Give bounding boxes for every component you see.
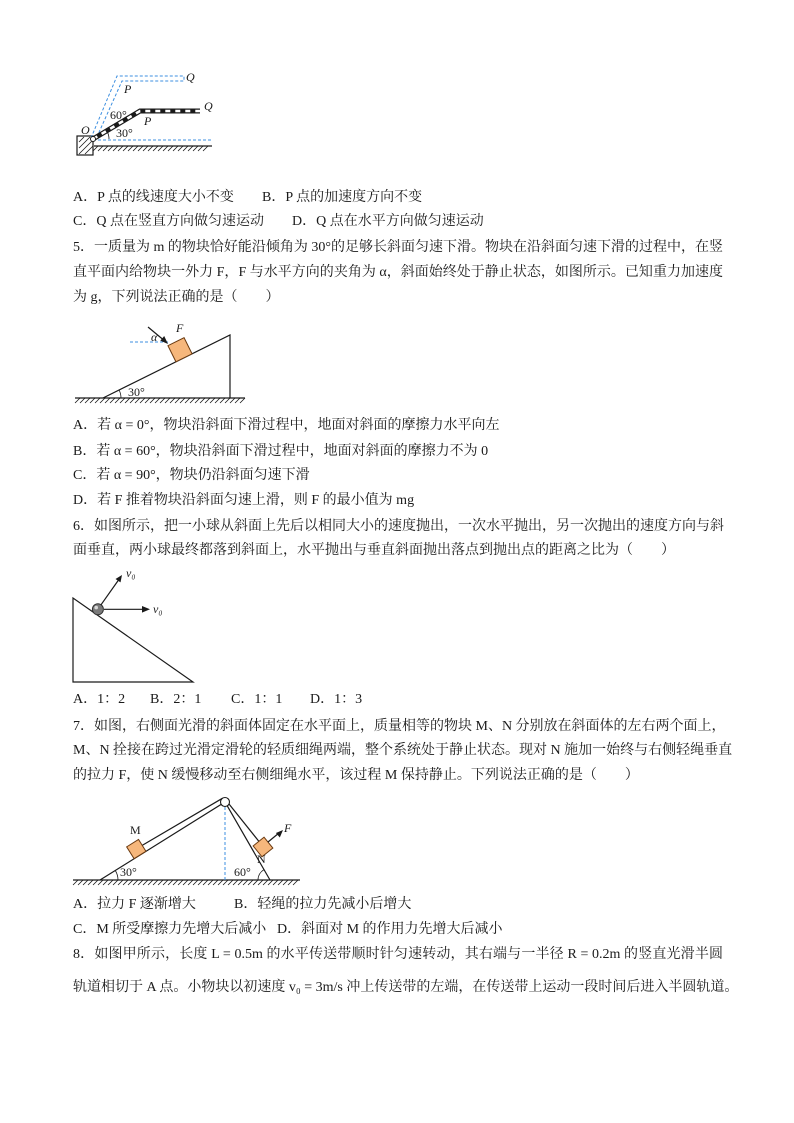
incline-triangle: [73, 598, 193, 682]
label-f: F: [176, 321, 184, 335]
label-v0-perpendicular: v₀: [126, 566, 136, 580]
q5-stem-line-3: 为 g，下列说法正确的是（ ）: [73, 290, 280, 305]
figure-pulley-incline: [70, 792, 302, 888]
figure-rotating-barrier: [72, 66, 222, 156]
q6-stem-line-1: 6．如图所示，把一小球从斜面上先后以相同大小的速度抛出，一次水平抛出，另一次抛出的速度方向与斜: [73, 519, 724, 534]
label-p: P: [144, 114, 152, 128]
ball: [92, 604, 103, 615]
rope-left: [142, 798, 222, 845]
q6-stem-line-2: 面垂直，两小球最终都落到斜面上，水平抛出与垂直斜面抛出落点到抛出点的距离之比为（ ）: [73, 543, 675, 558]
q5-option-d: D．若 F 推着物块沿斜面匀速上滑，则 F 的最小值为 mg: [73, 493, 415, 508]
q7-option-b: B．轻绳的拉力先减小后增大: [234, 897, 412, 912]
q7-stem-line-2: M、N 拴接在跨过光滑定滑轮的轻质细绳两端，整个系统处于静止状态。现对 N 施加一始终与右侧轻绳垂直: [73, 743, 733, 758]
label-alpha: α: [151, 330, 158, 344]
velocity-horizontal-arrowhead: [142, 606, 150, 613]
ground-hatch: [75, 398, 245, 403]
q7-options-row-1: [0, 895, 794, 915]
q7-option-d: D．斜面对 M 的作用力先增大后减小: [277, 922, 503, 937]
q4-options-row-1: [0, 188, 794, 208]
force-f-arrowhead: [276, 830, 283, 838]
label-angle-60: 60°: [234, 865, 251, 879]
q4-option-d: D．Q 点在水平方向做匀速运动: [292, 214, 484, 229]
q4-option-b: B．P 点的加速度方向不变: [262, 190, 423, 205]
label-n: N: [257, 852, 266, 866]
label-f: F: [284, 821, 292, 835]
label-m: M: [130, 823, 141, 837]
q6-option-d: D．1：3: [310, 692, 363, 707]
label-angle-30: 30°: [128, 385, 145, 399]
q6-option-c: C．1：1: [231, 692, 283, 707]
q7-stem-line-1: 7．如图，右侧面光滑的斜面体固定在水平面上，质量相等的物块 M、N 分别放在斜面体的左右两个面上，: [73, 719, 726, 734]
velocity-perpendicular-arrowhead: [116, 575, 123, 582]
q5-stem-line-2: 直平面内给物块一外力 F，F 与水平方向的夹角为 α，斜面始终处于静止状态，如图所示。已知重力加速度: [73, 265, 723, 280]
q7-option-a: A．拉力 F 逐渐增大: [73, 897, 196, 912]
label-angle-60: 60°: [110, 108, 127, 122]
label-q-dashed: Q: [186, 70, 195, 84]
incline-body: [103, 335, 230, 398]
block-m: [127, 839, 146, 858]
q8-stem-line-2: 轨道相切于 A 点。小物块以初速度 v₀ = 3m/s 冲上传送带的左端，在传送带上运动一段时间后进入半圆轨道。: [73, 980, 739, 995]
q5-stem-line-1: 5．一质量为 m 的物块恰好能沿倾角为 30°的足够长斜面匀速下滑。物块在沿斜面匀速下滑的过程中，在竖: [73, 240, 723, 255]
figure-incline-block: [72, 318, 248, 408]
figure-projectile-incline: [70, 565, 200, 687]
label-p-dashed: P: [124, 82, 132, 96]
force-f-arrowhead: [160, 336, 168, 344]
q5-option-b: B．若 α = 60°，物块沿斜面下滑过程中，地面对斜面的摩擦力不为 0: [73, 444, 489, 459]
label-o: O: [81, 123, 90, 137]
angle-arc-60: [258, 870, 264, 880]
label-q: Q: [204, 99, 213, 113]
q7-option-c: C．M 所受摩擦力先增大后减小: [73, 922, 267, 937]
ball-highlight: [94, 606, 98, 610]
angle-arc-30: [119, 390, 121, 398]
pivot-o: [91, 137, 96, 142]
q6-options-row: [0, 690, 794, 710]
label-angle-30: 30°: [120, 865, 137, 879]
ground-hatch: [93, 146, 208, 151]
block: [168, 338, 192, 362]
q7-stem-line-3: 的拉力 F，使 N 缓慢移动至右侧细绳水平，该过程 M 保持静止。下列说法正确的是（ ）: [73, 768, 639, 783]
q4-option-c: C．Q 点在竖直方向做匀速运动: [73, 214, 264, 229]
angle-arc-30: [115, 871, 118, 881]
velocity-perpendicular-arrow: [101, 579, 120, 605]
q6-option-a: A．1：2: [73, 692, 126, 707]
q5-option-c: C．若 α = 90°，物块仍沿斜面匀速下滑: [73, 468, 310, 483]
q4-option-a: A．P 点的线速度大小不变: [73, 190, 234, 205]
label-v0-horizontal: v₀: [153, 602, 163, 616]
ground-hatch: [73, 880, 298, 885]
q4-options-row-2: [0, 212, 794, 232]
q6-option-b: B．2：1: [150, 692, 202, 707]
q5-option-a: A．若 α = 0°，物块沿斜面下滑过程中，地面对斜面的摩擦力水平向左: [73, 418, 500, 433]
q8-stem-line-1: 8．如图甲所示，长度 L = 0.5m 的水平传送带顺时针匀速转动，其右端与一半径 R = 0.2m 的竖直光滑半圆: [73, 947, 723, 962]
label-angle-30: 30°: [116, 126, 133, 140]
pulley: [221, 798, 230, 807]
q7-options-row-2: [0, 920, 794, 940]
